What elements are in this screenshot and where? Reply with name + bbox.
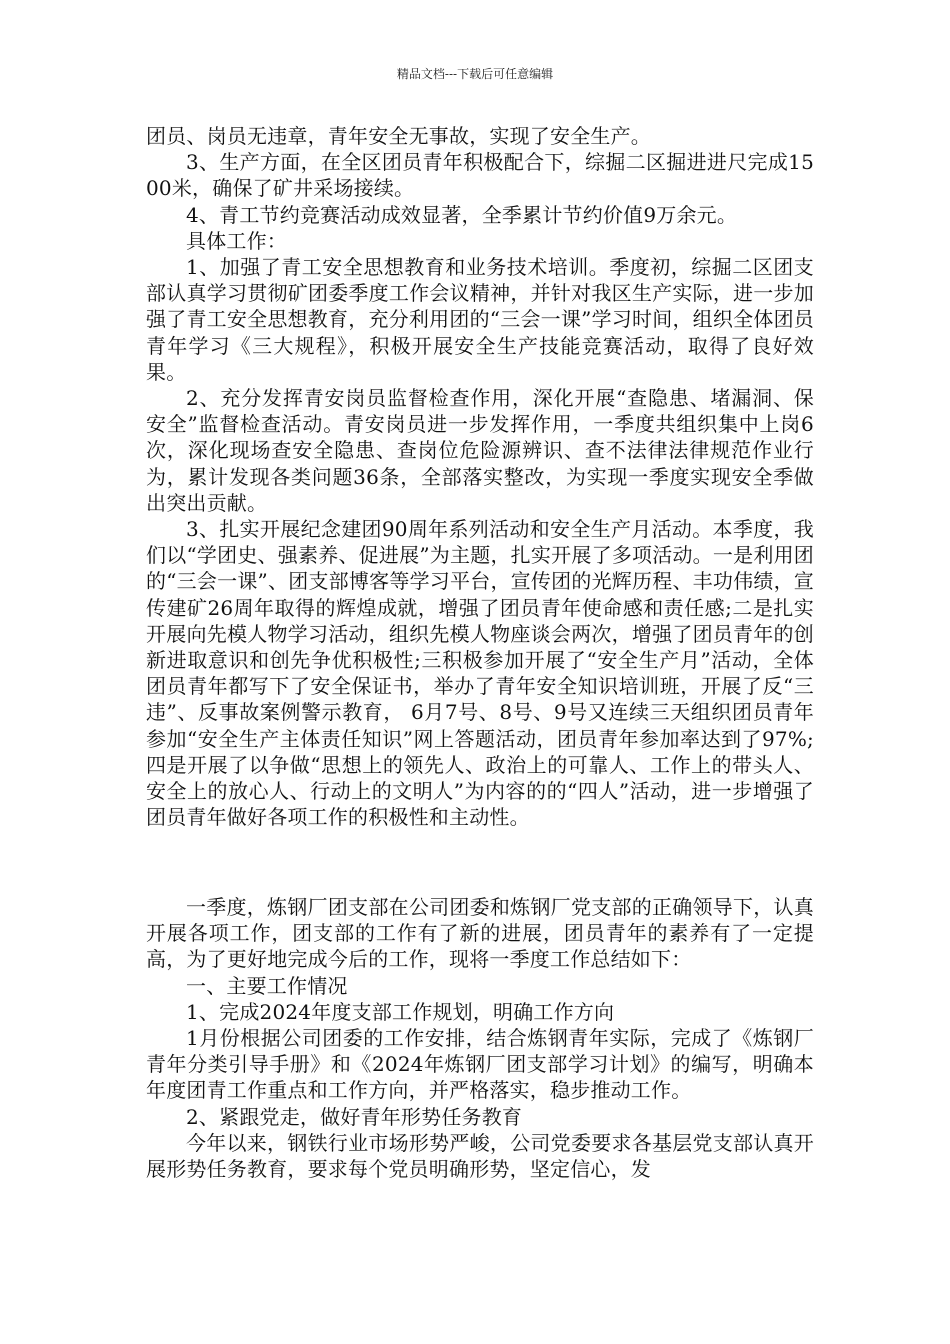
paragraph-1-5: 1、加强了青工安全思想教育和业务技术培训。季度初，综掘二区团支部认真学习贯彻矿团委季度工作会议精神，并针对我区生产实际，进一步加强了青工安全思想教育，充分利用团的“三会一课”学习时间，组织全体团员青年学习《三大规程》，积极开展安全生产技能竞赛活动，取得了良好效果。 bbox=[146, 255, 814, 384]
paragraph-1-4: 具体工作： bbox=[186, 228, 287, 253]
paragraph-1-1: 团员、岗员无违章，青年安全无事故，实现了安全生产。 bbox=[146, 124, 651, 148]
page-header: 精品文档---下载后可任意编辑 bbox=[396, 67, 554, 81]
paragraph-1-6: 2、充分发挥青安岗员监督检查作用，深化开展“查隐患、堵漏洞、保安全”监督检查活动。青安岗员进一步发挥作用，一季度共组织集中上岗6次，深化现场查安全隐患、查岗位危险源辨识、查不法律法律规范作业行为，累计发现各类问题36条，全部落实整改，为实现一季度实现安全季做出突出贡献。 bbox=[146, 386, 814, 515]
paragraph-2-4: 1月份根据公司团委的工作安排，结合炼钢青年实际，完成了《炼钢厂青年分类引导手册》和《2024年炼钢厂团支部学习计划》的编写，明确本年度团青工作重点和工作方向，并严格落实，稳步推动工作。 bbox=[146, 1026, 814, 1103]
subheading-situation-education: 2、紧跟党走，做好青年形势任务教育 bbox=[186, 1104, 523, 1129]
paragraph-2-1: 一季度，炼钢厂团支部在公司团委和炼钢厂党支部的正确领导下，认真开展各项工作，团支部的工作有了新的进展，团员青年的素养有了一定提高，为了更好地完成今后的工作，现将一季度工作总结如下： bbox=[146, 895, 814, 972]
paragraph-1-3: 4、青工节约竞赛活动成效显著，全季累计节约价值9万余元。 bbox=[186, 202, 738, 227]
subheading-work-plan: 1、完成2024年度支部工作规划，明确工作方向 bbox=[186, 999, 615, 1024]
paragraph-1-2: 3、生产方面，在全区团员青年积极配合下，综掘二区掘进进尺完成1500米，确保了矿井采场接续。 bbox=[146, 150, 814, 201]
paragraph-1-7: 3、扎实开展纪念建团90周年系列活动和安全生产月活动。本季度，我们以“学团史、强素养、促进展”为主题，扎实开展了多项活动。一是利用团的“三会一课”、团支部博客等学习平台，宣传团的光辉历程、丰功伟绩，宣传建矿26周年取得的辉煌成就，增强了团员青年使命感和责任感;二是扎实开展向先模人物学习活动，组织先模人物座谈会两次，增强了团员青年的创新进取意识和创先争优积极性;三积极参加开展了“安全生产月”活动，全体团员青年都写下了安全保证书，举办了青年安全知识培训班，开展了反“三违”、反事故案例警示教育， 6月7号、8号、9号又连续三天组织团员青年参加“安全生产主体责任知识”网上答题活动，团员青年参加率达到了97%;四是开展了以争做“思想上的领先人、政治上的可靠人、工作上的带头人、安全上的放心人、行动上的文明人”为内容的的“四人”活动，进一步增强了团员青年做好各项工作的积极性和主动性。 bbox=[146, 517, 814, 830]
heading-main-work: 一、主要工作情况 bbox=[186, 973, 348, 998]
paragraph-2-6: 今年以来，钢铁行业市场形势严峻，公司党委要求各基层党支部认真开展形势任务教育，要求每个党员明确形势，坚定信心，发 bbox=[146, 1130, 814, 1182]
document-section-2 bbox=[146, 894, 814, 1182]
document-section-1 bbox=[146, 123, 814, 830]
